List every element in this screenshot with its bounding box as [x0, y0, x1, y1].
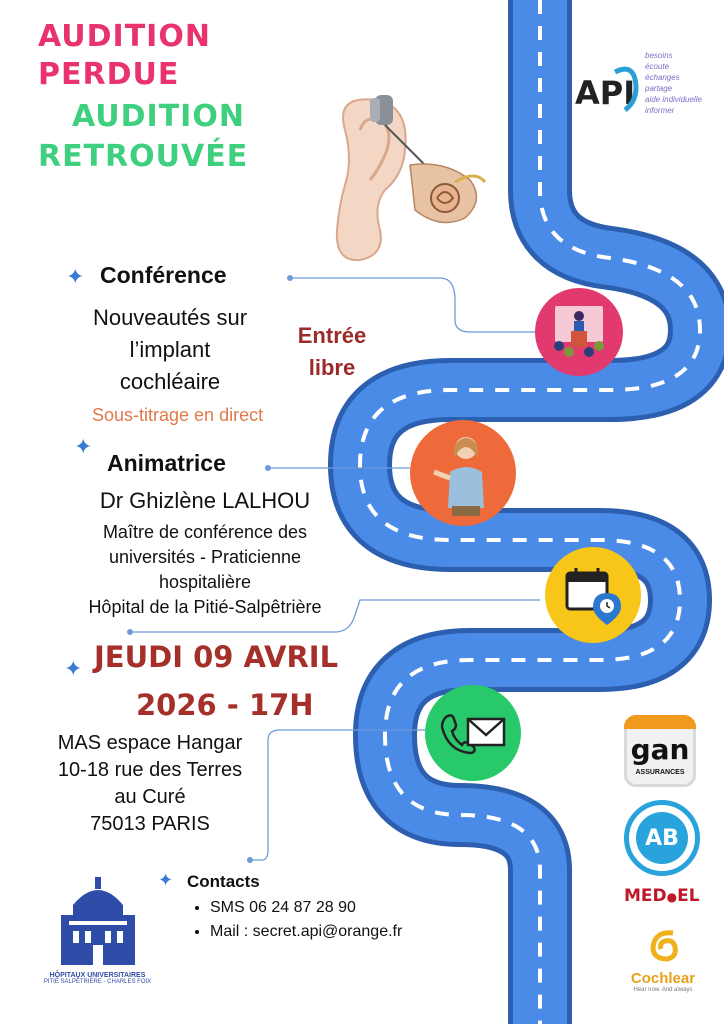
contact-sms: • SMS 06 24 87 28 90: [210, 896, 402, 920]
contact-mail: • Mail : secret.api@orange.fr: [210, 920, 402, 944]
api-logo: [575, 50, 705, 130]
conference-heading: Conférence: [100, 262, 227, 288]
phone-mail-icon: [425, 685, 521, 781]
hopital-logo-line-1: HÔPITAUX UNIVERSITAIRES: [49, 972, 146, 979]
entry-free-line: libre: [308, 355, 356, 380]
gan-logo-text: gan: [630, 733, 690, 766]
star-icon: ✦: [66, 264, 85, 289]
entry-free: [282, 320, 382, 384]
ab-logo-inner: [636, 812, 688, 864]
gan-logo-sub: ASSURANCES: [635, 769, 685, 776]
cochlear-swirl-icon: [643, 925, 683, 965]
animatrice-role-line: hospitalière: [158, 572, 252, 592]
subtitle-note: Sous-titrage en direct: [92, 405, 264, 425]
animatrice-role: [60, 520, 350, 620]
location-line: au Curé: [114, 786, 186, 808]
contacts-heading: Contacts: [187, 872, 260, 891]
animatrice-heading: Animatrice: [107, 450, 226, 476]
ab-logo: [624, 800, 700, 876]
ear-icon: [610, 62, 640, 122]
api-word: partage: [645, 84, 673, 93]
medel-dot: ●: [666, 890, 678, 904]
api-word: aide individuelle: [645, 95, 702, 104]
star-icon: ✦: [74, 434, 93, 459]
animatrice-role-line: universités - Praticienne: [108, 547, 302, 567]
event-date-line-2: 2026 - 17H: [136, 688, 314, 722]
conference-topic: [50, 302, 290, 398]
location-line: 75013 PARIS: [90, 813, 210, 835]
api-word: échanges: [645, 73, 680, 82]
animatrice-name: Dr Ghizlène LALHOU: [99, 488, 311, 513]
conference-topic-line: cochléaire: [119, 369, 221, 394]
gan-logo: [624, 715, 696, 787]
hospital-dome-icon: [53, 875, 143, 967]
cochlear-logo: [615, 925, 711, 1005]
title-line-4: RETROUVÉE: [38, 139, 249, 174]
ab-logo-text: AB: [645, 825, 679, 851]
cochlear-logo-text: Cochlear: [630, 970, 696, 987]
conference-topic-line: l’implant: [129, 337, 211, 362]
medel-logo: [624, 886, 700, 906]
hopital-logo: [25, 875, 170, 995]
animatrice-role-line: Hôpital de la Pitié-Salpêtrière: [88, 597, 322, 617]
conference-topic-line: Nouveautés sur: [92, 305, 248, 330]
location-line: 10-18 rue des Terres: [57, 759, 243, 781]
contacts-list: [190, 896, 402, 944]
api-word: besoins: [645, 51, 673, 60]
gan-logo-band: [624, 715, 696, 729]
api-word: écoute: [645, 62, 670, 71]
api-words: [645, 50, 702, 116]
cochlear-tagline: Hear now. And always: [633, 987, 693, 993]
ear-implant-illustration: [325, 90, 495, 270]
entry-free-line: Entrée: [297, 323, 367, 348]
title-line-2: PERDUE: [38, 57, 180, 92]
conference-speaker-icon: [535, 288, 623, 376]
hopital-logo-line-2: PITIÉ SALPÊTRIÈRE - CHARLES FOIX: [43, 979, 152, 985]
presenter-woman-icon: [410, 420, 516, 526]
star-icon: ✦: [158, 870, 174, 890]
api-logo-text: API: [575, 74, 636, 112]
medel-logo-text: MED: [624, 886, 667, 906]
api-word: informer: [645, 106, 675, 115]
medel-logo-tail: EL: [677, 886, 700, 906]
title-line-1: AUDITION: [38, 19, 211, 54]
animatrice-role-line: Maître de conférence des: [102, 522, 308, 542]
star-icon: ✦: [64, 656, 83, 681]
event-date-line-1: JEUDI 09 AVRIL: [94, 640, 339, 674]
title-line-3: AUDITION: [72, 99, 245, 134]
location: [20, 730, 280, 838]
location-line: MAS espace Hangar: [57, 732, 243, 754]
calendar-location-icon: [545, 547, 641, 643]
